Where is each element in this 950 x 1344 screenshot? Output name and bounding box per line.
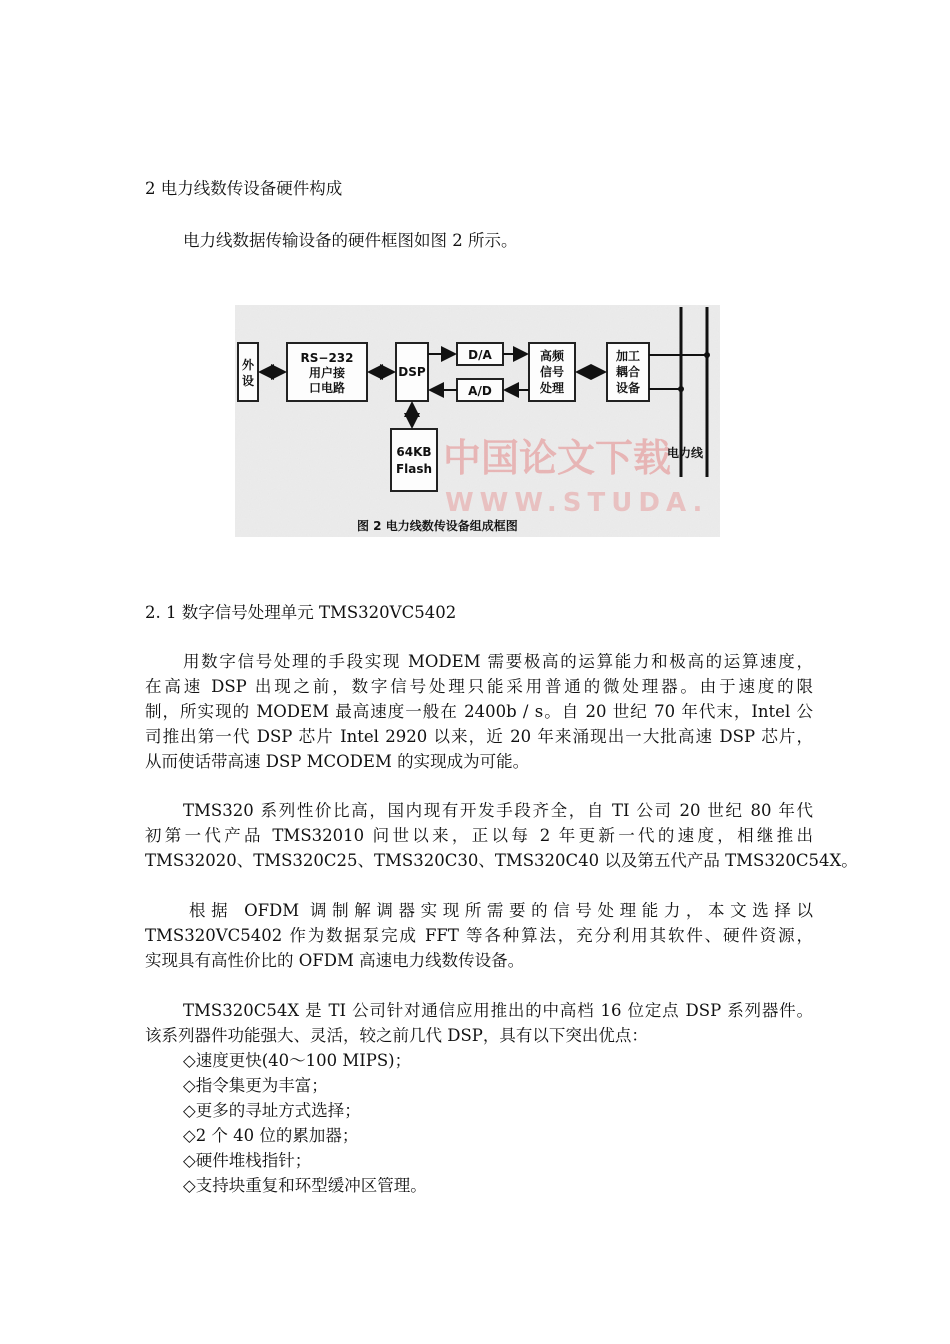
- advantage-item: ◇更多的寻址方式选择；: [183, 1101, 361, 1120]
- block-ad: [457, 379, 503, 401]
- paragraph-1-line: 制，所实现的 MODEM 最高速度一般在 2400b / s。自 20 世纪 70 年代末，Intel 公: [145, 702, 813, 721]
- paragraph-2: [145, 798, 858, 873]
- svg-text:口电路: 口电路: [308, 381, 346, 395]
- svg-text:耦合: 耦合: [615, 365, 641, 379]
- intro-text: 电力线数据传输设备的硬件框图如图 2 所示。: [183, 231, 518, 250]
- paragraph-3-line: 实现具有高性价比的 OFDM 高速电力线数传设备。: [145, 951, 525, 970]
- svg-text:外: 外: [241, 358, 255, 372]
- block-coupling: [607, 343, 649, 401]
- paragraph-3: [145, 898, 813, 973]
- paragraph-3-line: TMS320VC5402 作为数据泵完成 FFT 等各种算法，充分利用其软件、硬件资源，: [145, 926, 813, 945]
- advantage-item: ◇支持块重复和环型缓冲区管理。: [183, 1176, 427, 1195]
- watermark-url: WWW.STUDA.: [445, 488, 709, 518]
- svg-text:设: 设: [241, 374, 255, 388]
- svg-text:信号: 信号: [539, 365, 565, 379]
- block-flash: [391, 429, 437, 491]
- paragraph-1-line: 用数字信号处理的手段实现 MODEM 需要极高的运算能力和极高的运算速度，: [183, 652, 813, 671]
- section-heading: 2 电力线数传设备硬件构成: [145, 179, 343, 198]
- watermark-chinese: 中国论文下载: [443, 436, 672, 480]
- svg-text:RS−232: RS−232: [300, 351, 354, 365]
- paragraph-4: [145, 998, 813, 1048]
- advantage-item: ◇指令集更为丰富；: [183, 1076, 328, 1095]
- svg-text:用户接: 用户接: [308, 366, 346, 380]
- powerline-label: 电力线: [667, 446, 704, 460]
- svg-text:加工: 加工: [615, 349, 641, 363]
- paragraph-1-line: 在高速 DSP 出现之前，数字信号处理只能采用普通的微处理器。由于速度的限: [145, 677, 813, 696]
- paragraph-1-line: 从而使话带高速 DSP MCODEM 的实现成为可能。: [145, 752, 530, 771]
- svg-text:A/D: A/D: [468, 384, 492, 398]
- block-rs232: [287, 343, 367, 401]
- paragraph-2-line: TMS32020、TMS320C25、TMS320C30、TMS320C40 以及第五代产品 TMS320C54X。: [145, 851, 858, 870]
- block-diagram-figure: [235, 305, 720, 537]
- block-peripheral: [238, 343, 258, 401]
- paragraph-1: [145, 649, 813, 774]
- block-hf-processing: [529, 343, 575, 401]
- subsection-heading: 2. 1 数字信号处理单元 TMS320VC5402: [145, 603, 457, 622]
- figure-caption: 图 2 电力线数传设备组成框图: [357, 519, 518, 533]
- paragraph-1-line: 司推出第一代 DSP 芯片 Intel 2920 以来，近 20 年来涌现出一大批高速 DSP 芯片，: [145, 727, 813, 746]
- block-dsp: [396, 343, 428, 401]
- advantage-item: ◇硬件堆栈指针；: [183, 1151, 312, 1170]
- svg-text:处理: 处理: [539, 381, 565, 395]
- svg-text:高频: 高频: [539, 349, 565, 363]
- paragraph-2-line: TMS320 系列性价比高，国内现有开发手段齐全，自 TI 公司 20 世纪 80 年代: [183, 801, 813, 820]
- paragraph-2-line: 初第一代产品 TMS32010 问世以来，正以每 2 年更新一代的速度，相继推出: [145, 826, 813, 845]
- advantage-item: ◇2 个 40 位的累加器；: [183, 1126, 359, 1145]
- advantage-item: ◇速度更快(40～100 MIPS)；: [183, 1051, 412, 1070]
- svg-text:64KB: 64KB: [396, 445, 432, 459]
- svg-text:Flash: Flash: [395, 462, 433, 476]
- paragraph-3-line: 根据 OFDM 调制解调器实现所需要的信号处理能力，本文选择以: [189, 901, 813, 920]
- paragraph-4-line: 该系列器件功能强大、灵活，较之前几代 DSP，具有以下突出优点：: [145, 1026, 648, 1045]
- paragraph-4-line: TMS320C54X 是 TI 公司针对通信应用推出的中高档 16 位定点 DSP 系列器件。: [183, 1001, 813, 1020]
- advantages-list: [183, 1048, 427, 1198]
- block-da: [457, 343, 503, 365]
- svg-text:设备: 设备: [615, 381, 641, 395]
- svg-text:DSP: DSP: [398, 365, 426, 379]
- svg-text:D/A: D/A: [468, 348, 492, 362]
